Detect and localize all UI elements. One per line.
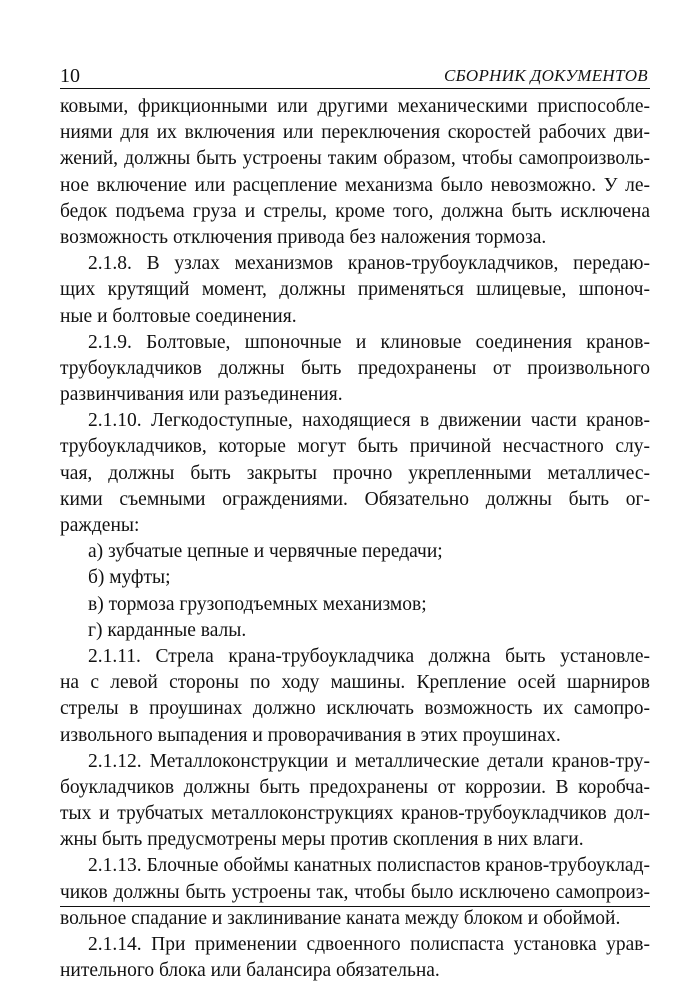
- text-line: ное включение или расцепление механизма было невозможно. У ле-: [60, 174, 650, 196]
- text-line: щих крутящий момент, должны применяться шлицевые, шпоноч-: [60, 279, 650, 301]
- text-line: чая, должны быть закрыты прочно укрепленными металличес-: [60, 462, 650, 484]
- text-line: 2.1.10. Легкодоступные, находящиеся в движении части кранов-: [88, 410, 650, 432]
- text-line: 2.1.9. Болтовые, шпоночные и клиновые соединения кранов-: [88, 331, 650, 353]
- text-line: ковыми, фрикционными или другими механическими приспособле-: [60, 96, 650, 117]
- text-line: 2.1.13. Блочные обоймы канатных полиспастов кранов-трубоуклад-: [88, 855, 650, 877]
- footer-rule: [60, 906, 650, 907]
- text-line: бедок подъема груза и стрелы, кроме того, должна быть исключена: [60, 200, 650, 222]
- text-line: б) муфты;: [88, 567, 171, 589]
- text-line: г) карданные валы.: [88, 619, 247, 641]
- text-line: в) тормоза грузоподъемных механизмов;: [88, 593, 427, 615]
- header-rule: [60, 88, 650, 89]
- text-line: трубоукладчиков, которые могут быть причиной несчастного слу-: [60, 436, 650, 458]
- text-line: чиков должны быть устроены так, чтобы было исключено самопроиз-: [60, 881, 650, 903]
- text-line: ные и болтовые соединения.: [60, 305, 297, 327]
- text-line: развинчивания или разъединения.: [60, 384, 343, 406]
- body-text: [60, 94, 650, 984]
- text-line: 2.1.14. При применении сдвоенного полиспаста установка урав-: [88, 934, 650, 955]
- text-line: тых и трубчатых металлоконструкциях кранов-трубоукладчиков дол-: [60, 803, 650, 825]
- page-number: 10: [60, 65, 80, 87]
- text-line: боукладчиков должны быть предохранены от коррозии. В коробча-: [60, 776, 650, 798]
- text-line: нительного блока или балансира обязательна.: [60, 960, 440, 982]
- running-title: СБОРНИК ДОКУМЕНТОВ: [443, 66, 648, 85]
- text-line: кими съемными ограждениями. Обязательно должны быть ог-: [60, 488, 650, 510]
- text-line: 2.1.12. Металлоконструкции и металлические детали кранов-тру-: [88, 750, 650, 772]
- page-header: [60, 64, 648, 88]
- text-line: стрелы в проушинах должно исключать возможность их самопро-: [60, 698, 650, 720]
- text-line: возможность отключения привода без наложения тормоза.: [60, 226, 547, 248]
- text-line: вольное спадание и заклинивание каната между блоком и обоймой.: [60, 907, 621, 929]
- text-line: на с левой стороны по ходу машины. Крепление осей шарниров: [60, 672, 650, 694]
- text-line: ниями для их включения или переключения скоростей рабочих дви-: [60, 122, 650, 144]
- text-line: 2.1.8. В узлах механизмов кранов-трубоукладчиков, передаю-: [88, 253, 650, 275]
- text-line: жений, должны быть устроены таким образом, чтобы самопроизволь-: [60, 148, 650, 170]
- text-line: раждены:: [60, 515, 140, 536]
- text-line: а) зубчатые цепные и червячные передачи;: [88, 541, 443, 563]
- text-line: трубоукладчиков должны быть предохранены от произвольного: [60, 357, 650, 379]
- text-line: жны быть предусмотрены меры против скопления в них влаги.: [60, 829, 584, 851]
- text-line: 2.1.11. Стрела крана-трубоукладчика должна быть установле-: [88, 645, 650, 667]
- text-line: извольного выпадения и проворачивания в этих проушинах.: [60, 724, 561, 746]
